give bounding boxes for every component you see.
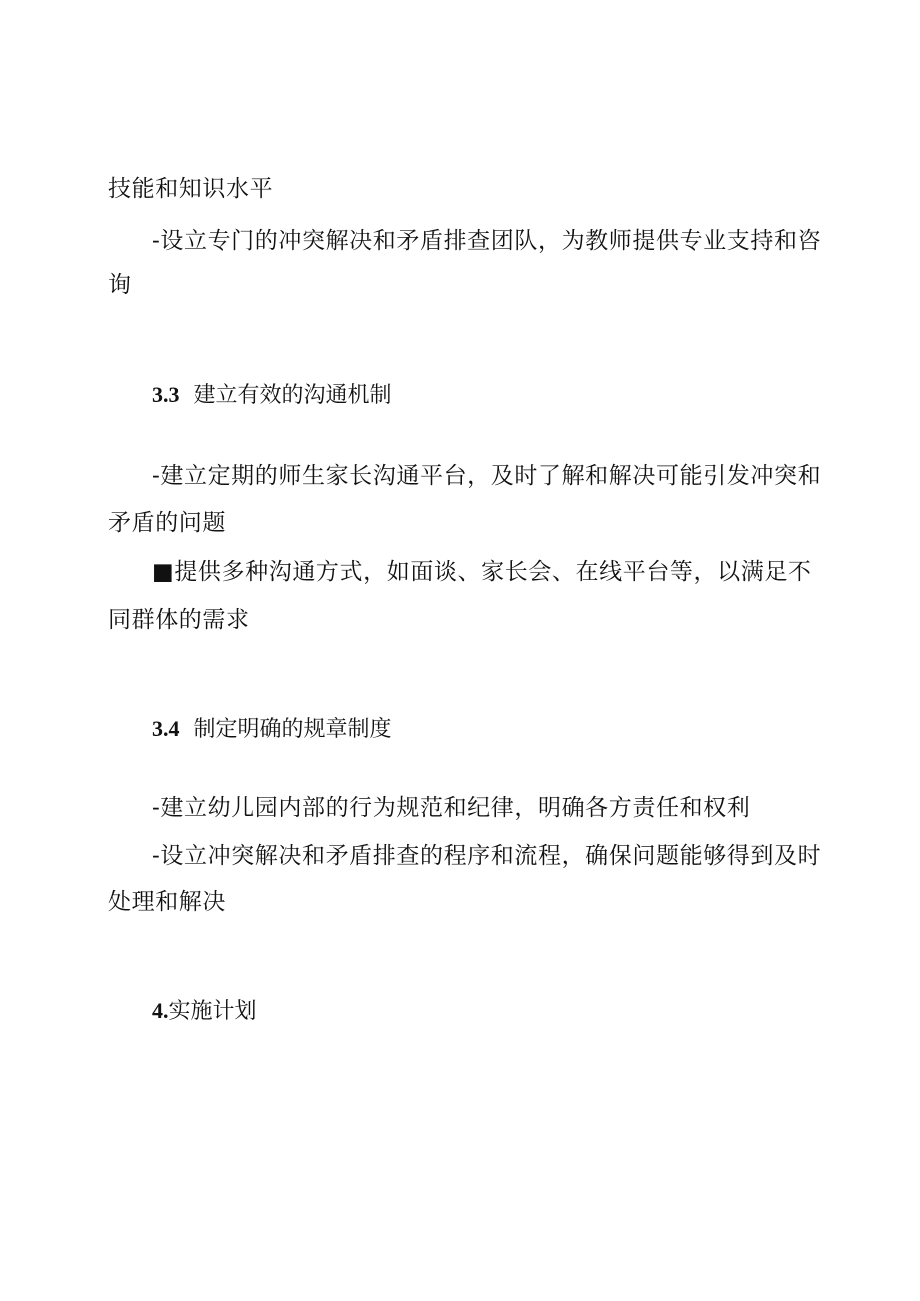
paragraph-line: 矛盾的问题 <box>108 510 226 536</box>
paragraph-line: -建立定期的师生家长沟通平台，及时了解和解决可能引发冲突和 <box>152 463 822 489</box>
paragraph-line: 处理和解决 <box>108 889 226 915</box>
section-number: 3.4 <box>152 716 180 741</box>
paragraph-line: 询 <box>108 272 132 298</box>
section-number: 3.3 <box>152 382 180 407</box>
section-title: 建立有效的沟通机制 <box>193 383 392 408</box>
paragraph-line: ■提供多种沟通方式，如面谈、家长会、在线平台等，以满足不 <box>152 559 812 585</box>
paragraph-line: 技能和知识水平 <box>108 176 274 202</box>
section-number: 4. <box>152 998 169 1023</box>
section-title: 实施计划 <box>168 999 257 1024</box>
paragraph-line: -设立专门的冲突解决和矛盾排查团队，为教师提供专业支持和咨 <box>152 228 822 254</box>
paragraph-line: -设立冲突解决和矛盾排查的程序和流程，确保问题能够得到及时 <box>152 843 822 869</box>
paragraph-line: -建立幼儿园内部的行为规范和纪律，明确各方责任和权利 <box>152 795 751 821</box>
section-title: 制定明确的规章制度 <box>193 717 392 742</box>
section-heading-3-4 <box>152 714 392 745</box>
section-heading-4 <box>152 996 257 1027</box>
section-heading-3-3 <box>152 380 392 411</box>
paragraph-line: 同群体的需求 <box>108 607 250 633</box>
